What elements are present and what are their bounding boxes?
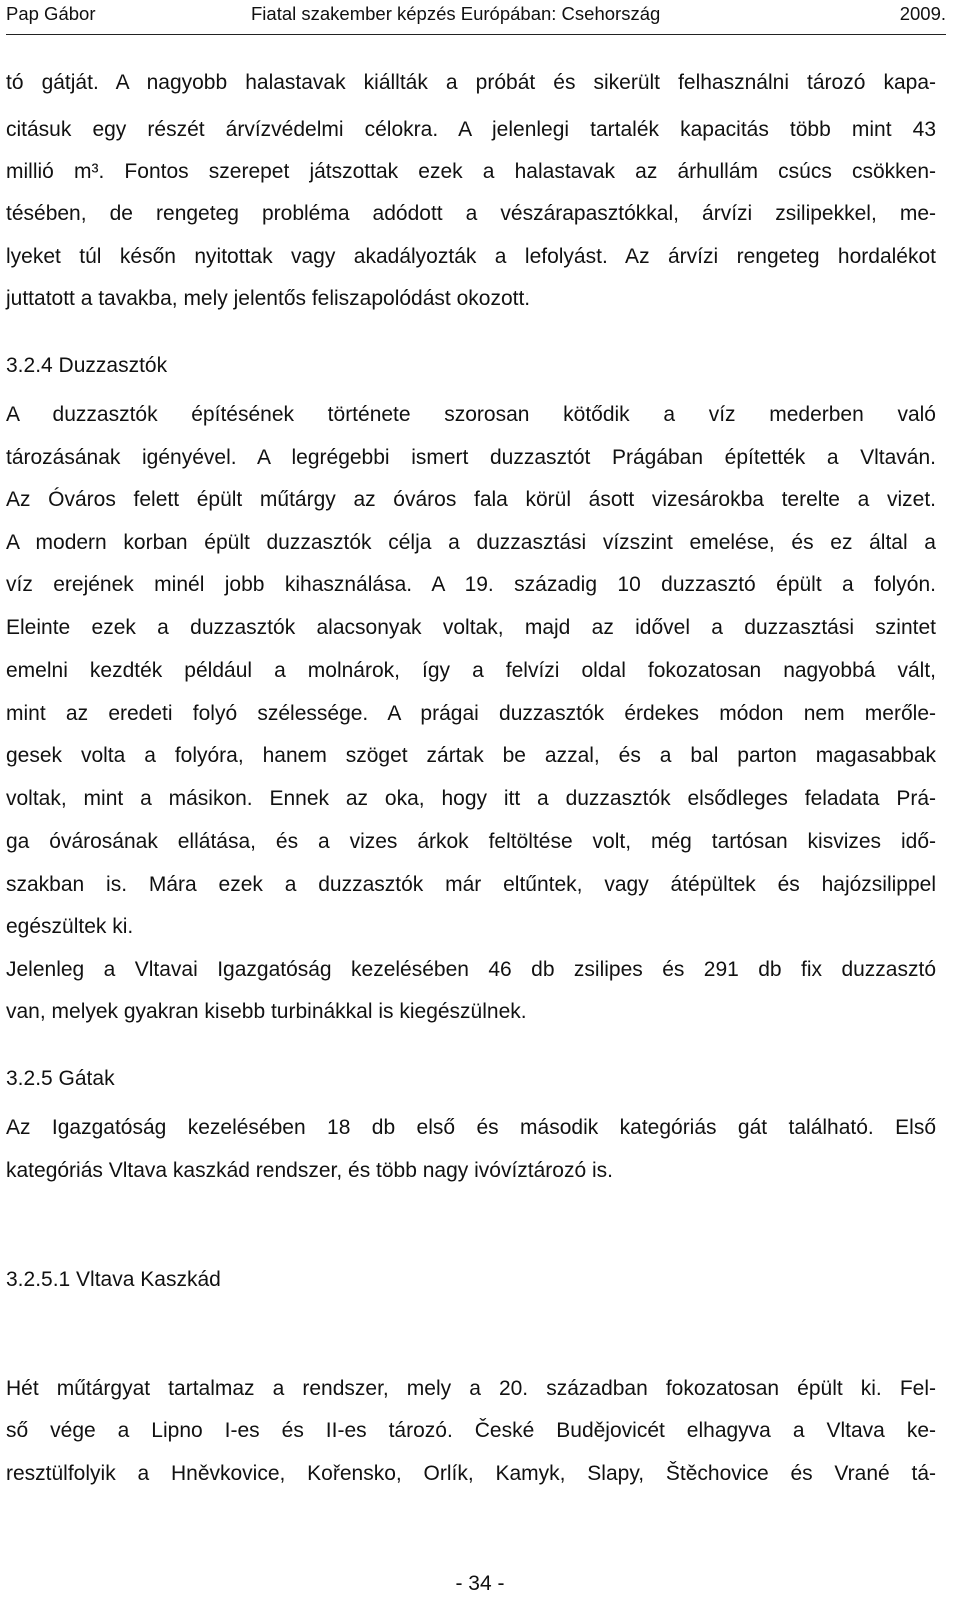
text-line: víz erejének minél jobb kihasználása. A 19. századig 10 duzzasztó épült a folyón. — [6, 573, 936, 596]
text-line: A modern korban épült duzzasztók célja a duzzasztási vízszint emelése, és ez által a — [6, 531, 936, 554]
text-line: tározásának igényével. A legrégebbi ismert duzzasztót Prágában építették a Vltaván. — [6, 446, 936, 469]
text-line: Jelenleg a Vltavai Igazgatóság kezelésében 46 db zsilipes és 291 db fix duzzasztó — [6, 958, 936, 981]
text-line: Az Óváros felett épült műtárgy az óváros fala körül ásott vizesárokba terelte a vizet. — [6, 488, 936, 511]
text-line: ga óvárosának ellátása, és a vizes árkok feltöltése volt, még tartósan kisvizes idő- — [6, 830, 936, 853]
text-line: szakban is. Mára ezek a duzzasztók már eltűntek, vagy átépültek és hajózsilippel — [6, 873, 936, 896]
header-year: 2009. — [899, 3, 946, 24]
header-title: Fiatal szakember képzés Európában: Csehország — [251, 3, 661, 24]
text-line: A duzzasztók építésének története szorosan kötődik a víz mederben való — [6, 403, 936, 426]
text-line: millió m³. Fontos szerepet játszottak ezek a halastavak az árhullám csúcs csökken- — [6, 160, 936, 183]
text-line: Az Igazgatóság kezelésében 18 db első és második kategóriás gát található. Első — [6, 1116, 936, 1139]
section-heading: 3.2.5 Gátak — [6, 1067, 115, 1090]
text-line: emelni kezdték például a molnárok, így a felvízi oldal fokozatosan nagyobbá vált, — [6, 659, 936, 682]
text-line: egészültek ki. — [6, 915, 134, 938]
text-line: citásuk egy részét árvízvédelmi célokra. A jelenlegi tartalék kapacitás több mint 43 — [6, 118, 936, 141]
text-line: van, melyek gyakran kisebb turbinákkal is kiegészülnek. — [6, 1000, 527, 1023]
text-line: tésében, de rengeteg probléma adódott a vészárapasztókkal, árvízi zsilipekkel, me- — [6, 202, 936, 225]
page-number: - 34 - — [455, 1572, 505, 1595]
text-line: Eleinte ezek a duzzasztók alacsonyak voltak, majd az idővel a duzzasztási szintet — [6, 616, 936, 639]
text-line: juttatott a tavakba, mely jelentős feliszapolódást okozott. — [6, 287, 531, 310]
section-heading: 3.2.4 Duzzasztók — [6, 354, 168, 377]
text-line: voltak, mint a másikon. Ennek az oka, hogy itt a duzzasztók elsődleges feladata Prá- — [6, 787, 936, 810]
text-line: Hét műtárgyat tartalmaz a rendszer, mely a 20. században fokozatosan épült ki. Fel- — [6, 1377, 936, 1400]
header-author: Pap Gábor — [6, 3, 96, 24]
running-header — [6, 0, 946, 35]
text-line: lyeket túl későn nyitottak vagy akadályozták a lefolyást. Az árvízi rengeteg hordalékot — [6, 245, 936, 268]
text-line: ső vége a Lipno I-es és II-es tározó. České Budějovicét elhagyva a Vltava ke- — [6, 1419, 936, 1442]
text-line: mint az eredeti folyó szélessége. A prágai duzzasztók érdekes módon nem merőle- — [6, 702, 936, 725]
text-line: gesek volta a folyóra, hanem szöget zártak be azzal, és a bal parton magasabbak — [6, 744, 936, 767]
section-heading: 3.2.5.1 Vltava Kaszkád — [6, 1268, 221, 1291]
text-line: kategóriás Vltava kaszkád rendszer, és több nagy ivóvíztározó is. — [6, 1159, 613, 1182]
text-line: resztülfolyik a Hněvkovice, Kořensko, Orlík, Kamyk, Slapy, Štěchovice és Vrané tá- — [6, 1462, 936, 1485]
text-line: tó gátját. A nagyobb halastavak kiállták a próbát és sikerült felhasználni tározó kapa- — [6, 71, 936, 94]
